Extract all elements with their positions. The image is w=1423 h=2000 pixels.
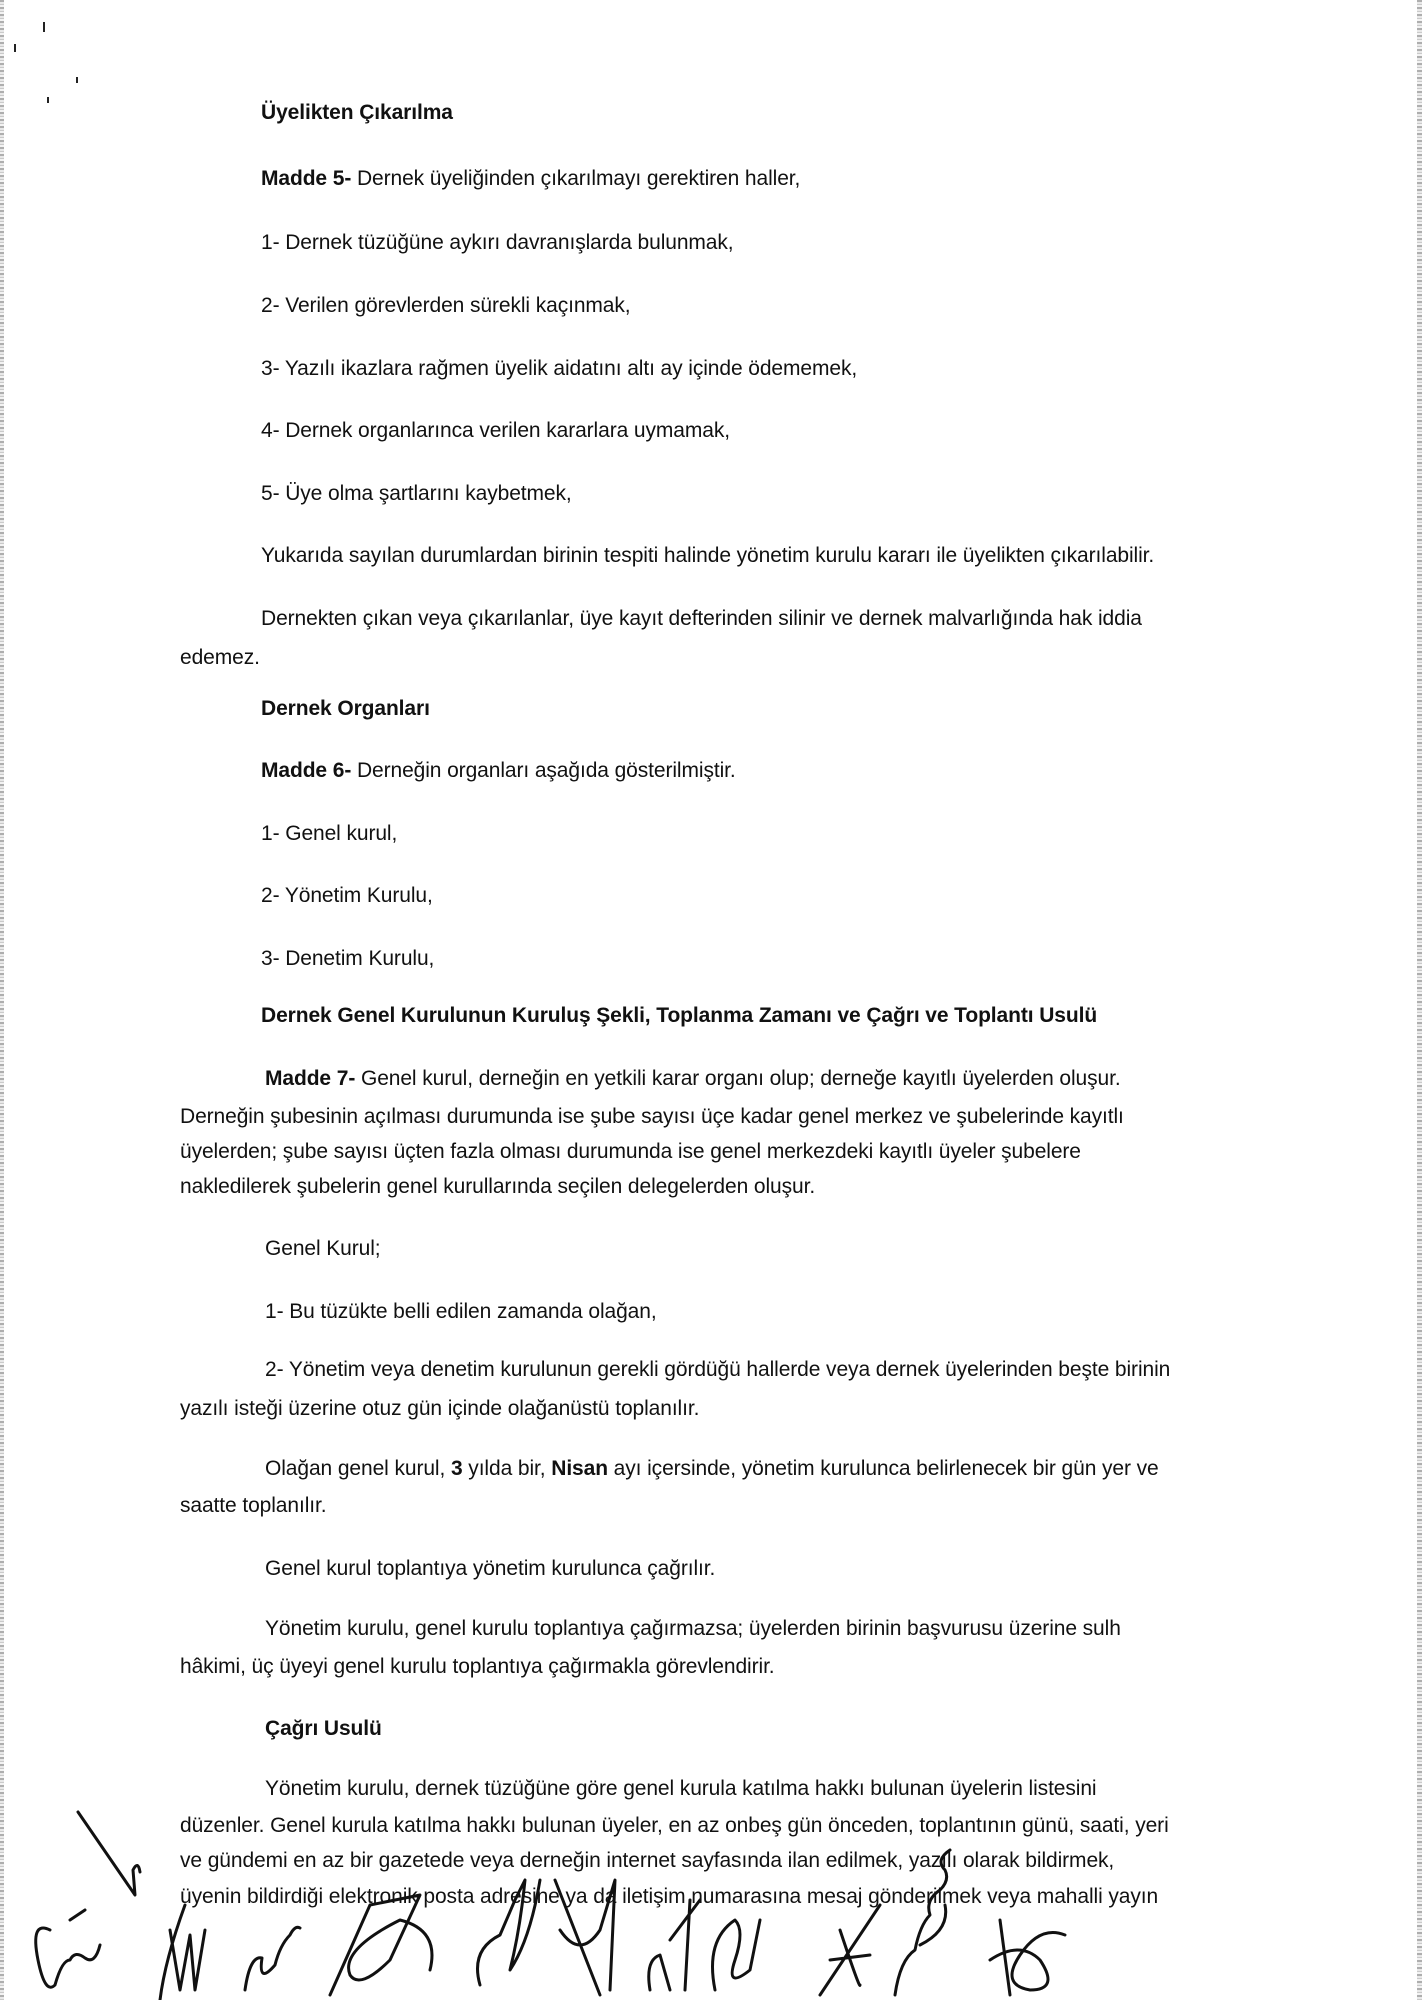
scan-edge-left	[0, 0, 4, 2000]
list-item: 4- Dernek organlarınca verilen kararlara uymamak,	[261, 419, 730, 442]
paragraph: Yönetim kurulu, dernek tüzüğüne göre genel kurula katılma hakkı bulunan üyelerin listesini	[265, 1777, 1097, 1800]
article-6	[261, 758, 736, 784]
signature-icon	[820, 1905, 880, 1995]
article-5	[261, 166, 800, 192]
section-heading: Dernek Genel Kurulunun Kuruluş Şekli, Toplanma Zamanı ve Çağrı ve Toplantı Usulü	[261, 1004, 1098, 1027]
scan-speck	[76, 77, 78, 83]
scan-speck	[43, 22, 45, 32]
signature-icon	[713, 1920, 761, 1990]
paragraph-continuation: saatte toplanılır.	[180, 1494, 327, 1517]
paragraph: Dernekten çıkan veya çıkarılanlar, üye kayıt defterinden silinir ve dernek malvarlığında hak iddia	[261, 607, 1142, 630]
scan-speck	[14, 44, 16, 52]
signature-icon	[649, 1900, 700, 1990]
years-value: 3	[450, 1457, 463, 1480]
section-heading: Dernek Organları	[261, 697, 430, 720]
list-item: 1- Bu tüzükte belli edilen zamanda olağan,	[265, 1300, 657, 1323]
list-item: 3- Denetim Kurulu,	[261, 947, 435, 970]
article-text: Genel kurul, derneğin en yetkili karar organı olup; derneğe kayıtlı üyelerden oluşur.	[355, 1067, 1121, 1090]
list-item: 2- Yönetim Kurulu,	[261, 884, 433, 907]
signature-icon	[330, 1895, 432, 1995]
signature-icon	[245, 1927, 300, 1990]
scan-speck	[47, 97, 49, 103]
list-item: 1- Dernek tüzüğüne aykırı davranışlarda bulunmak,	[261, 231, 734, 254]
article-label: Madde 7-	[265, 1067, 356, 1090]
paragraph-continuation: üyelerden; şube sayısı üçten fazla olması durumunda ise genel merkezdeki kayıtlı üyeler şubelere	[180, 1140, 1081, 1163]
paragraph-continuation: edemez.	[180, 646, 260, 669]
list-item: 2- Yönetim veya denetim kurulunun gerekli gördüğü hallerde veya dernek üyelerinden beşte birinin	[265, 1358, 1171, 1381]
article-label: Madde 6-	[261, 759, 352, 782]
list-item: 5- Üye olma şartlarını kaybetmek,	[261, 482, 572, 505]
paragraph: Yönetim kurulu, genel kurulu toplantıya çağırmazsa; üyelerden birinin başvurusu üzerine sulh	[265, 1617, 1121, 1640]
article-text: Dernek üyeliğinden çıkarılmayı gerektiren haller,	[351, 167, 801, 190]
article-7	[265, 1066, 1121, 1092]
paragraph: Yukarıda sayılan durumlardan birinin tespiti halinde yönetim kurulu kararı ile üyelikten çıkarılabilir.	[261, 544, 1155, 567]
signature-icon	[36, 1812, 140, 1987]
olagan-paragraph: Olağan genel kurul, 3 yılda bir, Nisan ayı içersinde, yönetim kurulunca belirlenecek bir gün yer ve	[265, 1457, 1159, 1480]
section-heading: Üyelikten Çıkarılma	[261, 101, 453, 124]
paragraph-continuation: yazılı isteği üzerine otuz gün içinde olağanüstü toplanılır.	[180, 1397, 700, 1420]
list-item: 1- Genel kurul,	[261, 822, 398, 845]
genel-kurul-label: Genel Kurul;	[265, 1237, 381, 1260]
signature-icon	[160, 1905, 205, 2000]
scan-edge-right	[1417, 0, 1422, 2000]
paragraph-continuation: ve gündemi en az bir gazetede veya derneğin internet sayfasında ilan edilmek, yazılı olarak bildirmek,	[180, 1849, 1115, 1872]
month-value: Nisan	[551, 1457, 608, 1480]
paragraph-continuation: nakledilerek şubelerin genel kurullarında seçilen delegelerden oluşur.	[180, 1175, 816, 1198]
list-item: 3- Yazılı ikazlara rağmen üyelik aidatını altı ay içinde ödememek,	[261, 357, 858, 380]
paragraph-continuation: düzenler. Genel kurula katılma hakkı bulunan üyeler, en az onbeş gün önceden, toplantının günü, saati, yeri	[180, 1814, 1169, 1837]
signature-icon	[990, 1920, 1065, 1995]
list-item: 2- Verilen görevlerden sürekli kaçınmak,	[261, 294, 631, 317]
section-heading: Çağrı Usulü	[265, 1717, 382, 1740]
paragraph-continuation: üyenin bildirdiği elektronik posta adresine ya da iletişim numarasına mesaj gönderilmek veya mahalli yayın	[180, 1885, 1159, 1908]
paragraph-continuation: Derneğin şubesinin açılması durumunda ise şube sayısı üçe kadar genel merkez ve şubelerinde kayıtlı	[180, 1105, 1124, 1128]
paragraph-continuation: hâkimi, üç üyeyi genel kurulu toplantıya çağırmakla görevlendirir.	[180, 1655, 775, 1678]
article-label: Madde 5-	[261, 167, 352, 190]
article-text: Derneğin organları aşağıda gösterilmiştir.	[351, 759, 736, 782]
paragraph: Genel kurul toplantıya yönetim kurulunca çağrılır.	[265, 1557, 716, 1580]
